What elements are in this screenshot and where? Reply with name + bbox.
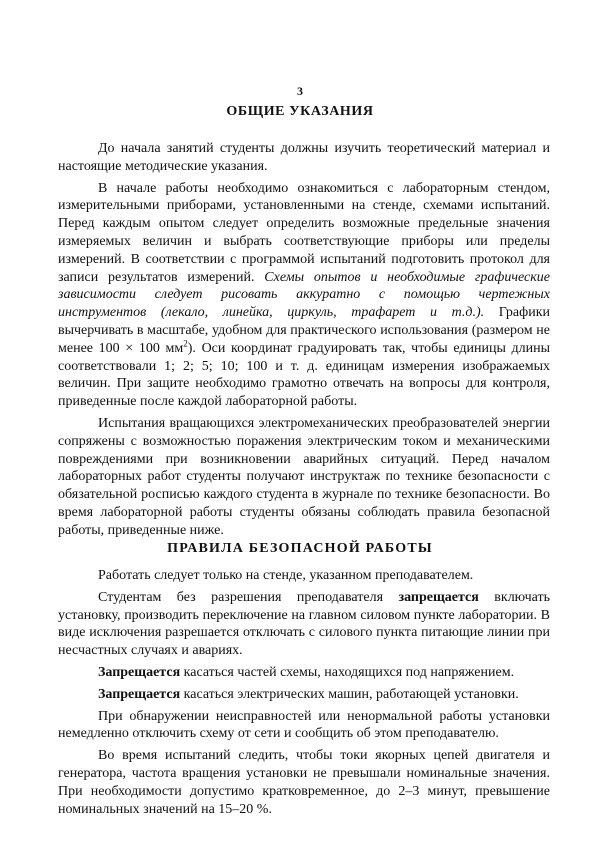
paragraph-text: В начале работы необходимо ознакомиться с лабораторным стендом, измерительными приборами, установленными на стенде, схемами испытаний. Перед каждым опытом следует определить возможные предельные значения измеряемых величин и выбрать соответствующие приборы или пределы измерений. В соответствии с программой испытаний подготовить протокол для записи результатов измерений. bbox=[58, 180, 550, 285]
bold-text: Запрещается bbox=[98, 664, 181, 680]
paragraph-text: Графики вычерчивать в масштабе, удобном для практического использования (размером не менее 100 × 100 мм bbox=[58, 305, 551, 356]
paragraph-text: До начала занятий студенты должны изучить теоретический материал и настоящие методические указания. bbox=[58, 141, 550, 174]
paragraph-text: касаться электрических машин, работающей установки. bbox=[183, 686, 519, 702]
paragraph bbox=[58, 415, 550, 540]
italic-text: Схемы опытов и необходимые графические зависимости следует рисовать аккуратно с помощью чертежных инструментов (лекало, линейка, циркуль, трафарет и т.д.). bbox=[58, 269, 551, 321]
paragraph bbox=[58, 567, 550, 585]
paragraph bbox=[58, 664, 550, 682]
paragraph bbox=[58, 589, 550, 660]
paragraph bbox=[58, 180, 550, 411]
superscript: 2 bbox=[183, 338, 188, 349]
section-body-general bbox=[58, 140, 550, 540]
paragraph-text: ). Оси координат градуировать так, чтобы единицы длины соответствовали 1; 2; 5; 10; 100 и т. д. единицам измерения изображаемых величин. При защите необходимо грамотно отвечать на вопросы для контроля, приведенные после каждой лабораторной работы. bbox=[58, 340, 551, 410]
paragraph-text: Во время испытаний следить, чтобы токи якорных цепей двигателя и генератора, частота вращения установки не превышали номинальные значения. При необходимости допустимо кратковременное, до 2–3 минут, превышение номинальных значений на 15–20 %. bbox=[58, 748, 550, 817]
paragraph bbox=[58, 747, 550, 818]
section-title-safety: ПРАВИЛА БЕЗОПАСНОЙ РАБОТЫ bbox=[167, 541, 433, 556]
paragraph bbox=[58, 140, 550, 176]
page-number: 3 bbox=[297, 84, 303, 98]
paragraph-text: Испытания вращающихся электромеханических преобразователей энергии сопряжены с возможностью поражения электрическим током и механическими повреждениями при возникновении аварийных ситуаций. Перед началом лабораторных работ студенты получают инструктаж по технике безопасности с обязательной росписью каждого студента в журнале по технике безопасности. Во время лабораторной работы студенты обязаны соблюдать правила безопасной работы, приведенные ниже. bbox=[58, 415, 550, 538]
bold-text: Запрещается bbox=[98, 686, 181, 702]
paragraph bbox=[58, 708, 550, 744]
section-body-safety bbox=[58, 567, 550, 818]
paragraph-text: касаться частей схемы, находящихся под напряжением. bbox=[183, 664, 515, 680]
bold-text: запрещается bbox=[398, 589, 479, 605]
paragraph-text: включать установку, производить переключение на главном силовом пункте лаборатории. В виде исключения разрешается отключать с силового пункта питающие линии при несчастных случаях и авариях. bbox=[58, 589, 551, 659]
section-title-general: ОБЩИЕ УКАЗАНИЯ bbox=[226, 104, 374, 119]
paragraph-text: Студентам без разрешения преподавателя bbox=[98, 589, 384, 605]
paragraph bbox=[58, 686, 550, 704]
paragraph-text: При обнаружении неисправностей или ненормальной работы установки немедленно отключить схему от сети и сообщить об этом преподавателю. bbox=[58, 708, 550, 742]
paragraph-text: Работать следует только на стенде, указанном преподавателем. bbox=[98, 568, 474, 583]
